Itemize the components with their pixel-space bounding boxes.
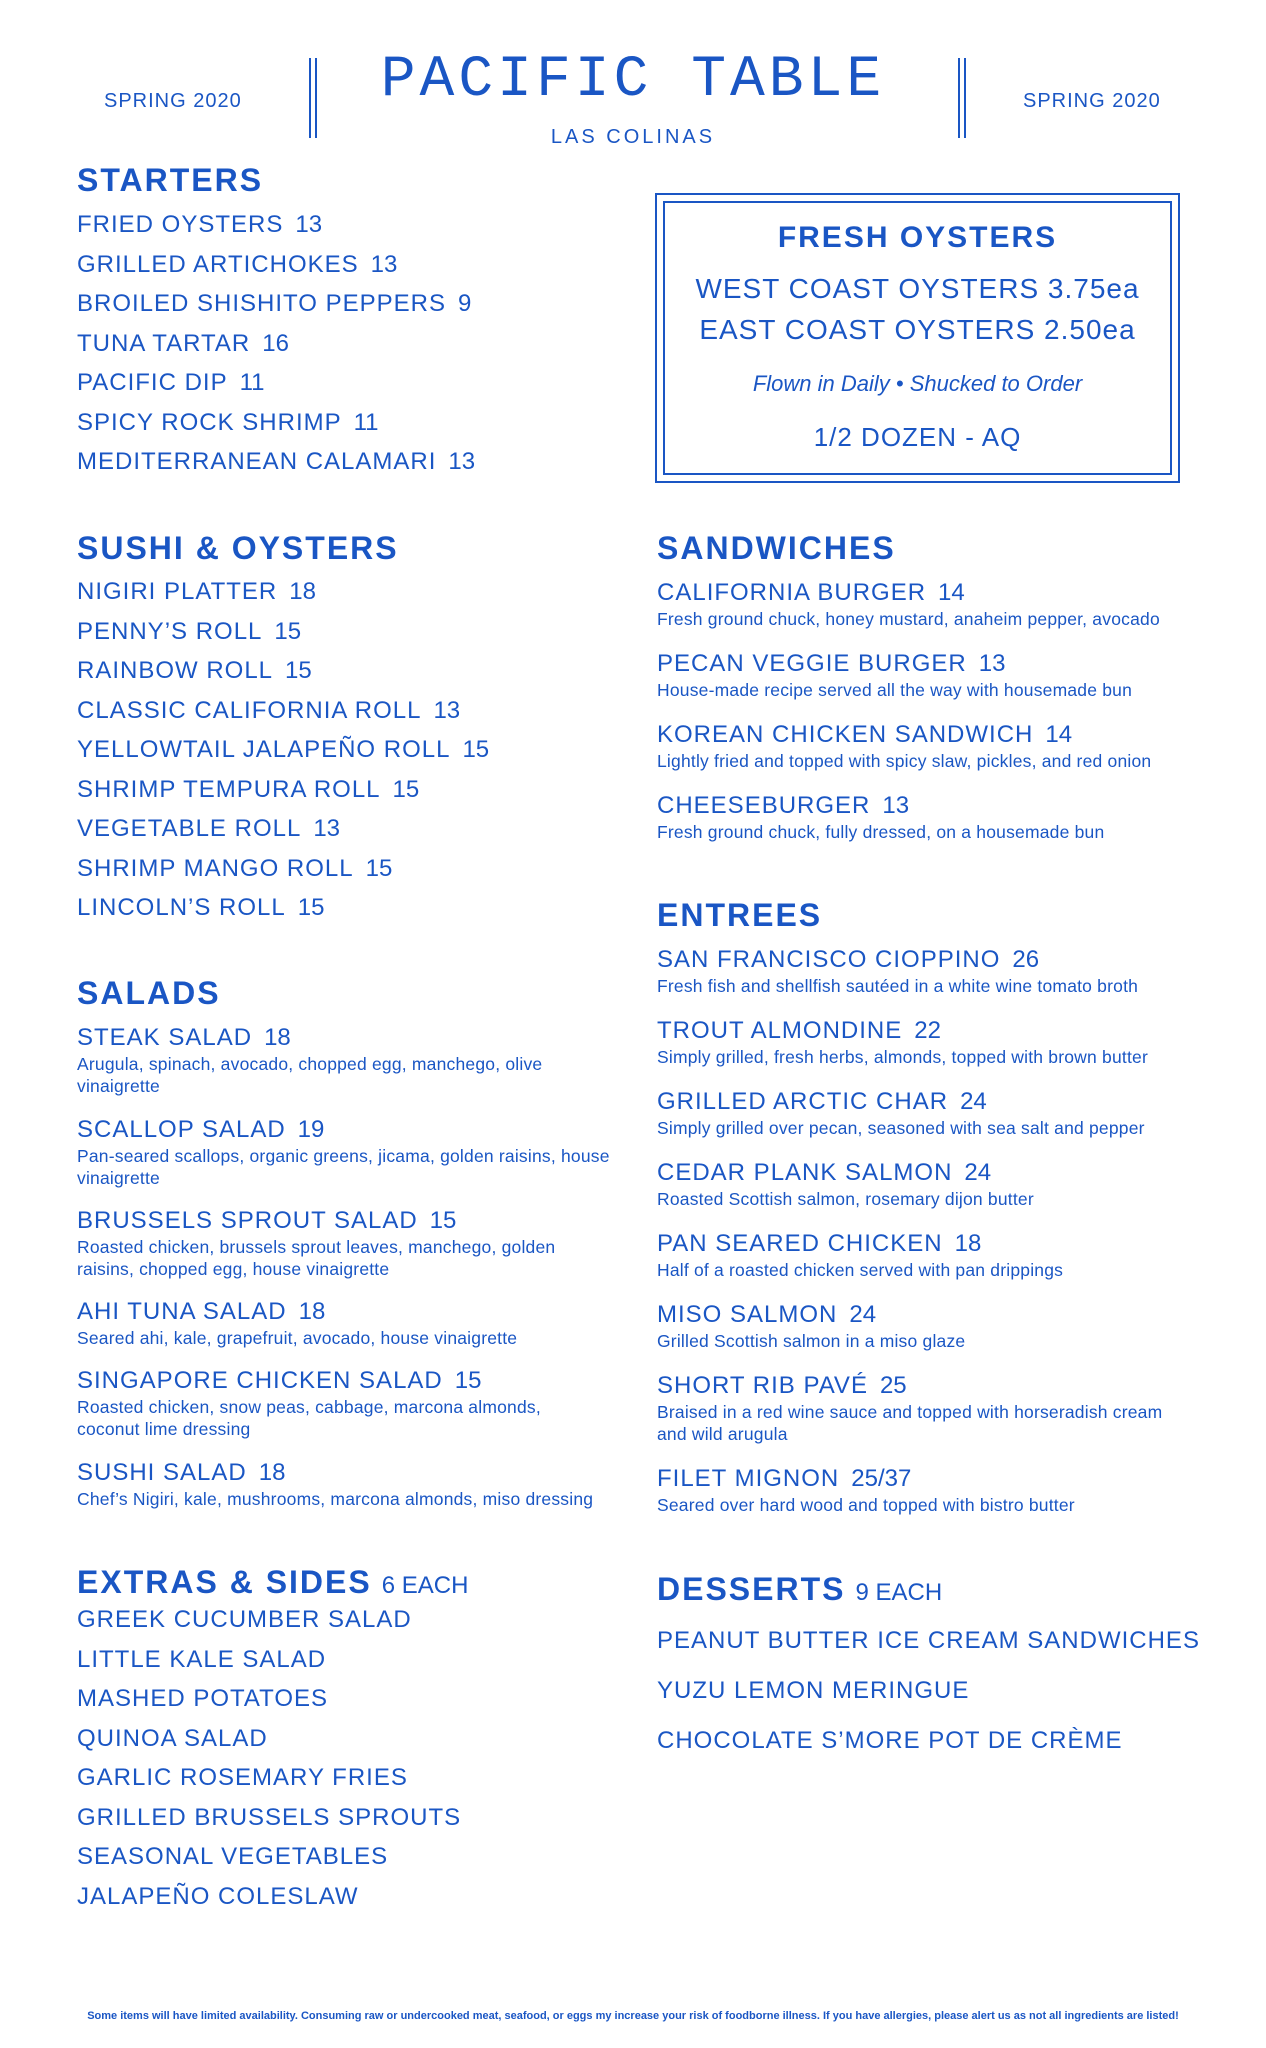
- menu-item: QUINOA SALAD: [77, 1724, 268, 1752]
- west-coast-oysters: WEST COAST OYSTERS 3.75ea: [695, 273, 1140, 304]
- menu-item: SAN FRANCISCO CIOPPINO 26 Fresh fish and shellfish sautéed in a white wine tomato broth: [657, 946, 1139, 996]
- menu-item: PAN SEARED CHICKEN 18 Half of a roasted chicken served with pan drippings: [657, 1230, 1064, 1280]
- menu-item: FILET MIGNON 25/37 Seared over hard wood and topped with bistro butter: [657, 1465, 1075, 1515]
- item-description: Simply grilled over pecan, seasoned with sea salt and pepper: [657, 1118, 1145, 1138]
- menu-item: FRIED OYSTERS 13: [77, 211, 323, 238]
- menu-item: RAINBOW ROLL 15: [77, 657, 312, 684]
- item-description: Seared ahi, kale, grapefruit, avocado, house vinaigrette: [77, 1328, 518, 1348]
- item-description: Roasted chicken, brussels sprout leaves, manchego, golden raisins, chopped egg, house vinaigrette: [77, 1237, 556, 1279]
- menu-item: MEDITERRANEAN CALAMARI 13: [77, 448, 476, 475]
- salads-heading: SALADS: [77, 975, 221, 1011]
- menu-item: SHORT RIB PAVÉ 25 Braised in a red wine sauce and topped with horseradish cream and wild arugula: [657, 1371, 1197, 1445]
- menu-item: STEAK SALAD 18 Arugula, spinach, avocado, chopped egg, manchego, olive vinaigrette: [77, 1023, 637, 1097]
- starters-list: [77, 209, 475, 486]
- menu-item: TROUT ALMONDINE 22 Simply grilled, fresh herbs, almonds, topped with brown butter: [657, 1017, 1148, 1067]
- item-description: Seared over hard wood and topped with bistro butter: [657, 1495, 1075, 1515]
- item-description: Grilled Scottish salmon in a miso glaze: [657, 1331, 966, 1351]
- menu-item: GRILLED BRUSSELS SPROUTS: [77, 1803, 462, 1831]
- menu-item: CLASSIC CALIFORNIA ROLL 13: [77, 696, 461, 724]
- menu-item: SPICY ROCK SHRIMP 11: [77, 408, 379, 436]
- desserts-heading: DESSERTS 9 EACH: [657, 1571, 943, 1607]
- item-description: Fresh ground chuck, fully dressed, on a housemade bun: [657, 822, 1105, 842]
- item-description: Braised in a red wine sauce and topped with horseradish cream and wild arugula: [657, 1402, 1163, 1444]
- season-left: SPRING 2020: [104, 90, 242, 112]
- allergy-disclaimer: Some items will have limited availability. Consuming raw or undercooked meat, seafood, or eggs my increase your risk of foodborne illness. If you have allergies, please alert us as not all ingredients are listed!: [87, 2010, 1179, 2022]
- sushi-list: [77, 576, 489, 932]
- menu-item: YELLOWTAIL JALAPEÑO ROLL 15: [77, 736, 490, 763]
- menu-item: SHRIMP TEMPURA ROLL 15: [77, 775, 420, 803]
- extras-price-note: 6 EACH: [381, 1572, 469, 1599]
- item-description: Chef’s Nigiri, kale, mushrooms, marcona almonds, miso dressing: [77, 1489, 594, 1509]
- menu-item: TUNA TARTAR 16: [77, 329, 289, 357]
- menu-item: BRUSSELS SPROUT SALAD 15 Roasted chicken, brussels sprout leaves, manchego, golden raisins, chopped egg, house vinaigrette: [77, 1206, 637, 1280]
- restaurant-title: PACIFIC TABLE: [380, 48, 886, 113]
- menu-item: CEDAR PLANK SALMON 24 Roasted Scottish salmon, rosemary dijon butter: [657, 1159, 1034, 1209]
- menu-item: GRILLED ARTICHOKES 13: [77, 250, 398, 278]
- menu-item: SINGAPORE CHICKEN SALAD 15 Roasted chicken, snow peas, cabbage, marcona almonds, coconut lime dressing: [77, 1366, 637, 1440]
- oysters-note: Flown in Daily • Shucked to Order: [752, 371, 1083, 396]
- menu-item: CALIFORNIA BURGER 14 Fresh ground chuck, honey mustard, anaheim pepper, avocado: [657, 579, 1160, 629]
- menu-item: KOREAN CHICKEN SANDWICH 14 Lightly fried and topped with spicy slaw, pickles, and red onion: [657, 721, 1152, 771]
- entrees-heading: ENTREES: [657, 897, 823, 933]
- fresh-oysters-heading: FRESH OYSTERS: [777, 221, 1058, 254]
- item-description: Lightly fried and topped with spicy slaw, pickles, and red onion: [657, 751, 1152, 771]
- item-description: Simply grilled, fresh herbs, almonds, topped with brown butter: [657, 1047, 1148, 1067]
- starters-heading: STARTERS: [77, 162, 264, 198]
- menu-item: PENNY’S ROLL 15: [77, 617, 302, 645]
- menu-item: PACIFIC DIP 11: [77, 369, 265, 396]
- sushi-heading: SUSHI & OYSTERS: [77, 530, 399, 566]
- item-description: Roasted chicken, snow peas, cabbage, marcona almonds, coconut lime dressing: [77, 1397, 541, 1439]
- extras-heading: EXTRAS & SIDES 6 EACH: [77, 1564, 469, 1600]
- menu-item: JALAPEÑO COLESLAW: [77, 1882, 359, 1910]
- menu-item: SEASONAL VEGETABLES: [77, 1843, 389, 1870]
- menu-item: GREEK CUCUMBER SALAD: [77, 1606, 412, 1633]
- sandwiches-heading: SANDWICHES: [657, 530, 896, 566]
- menu-item: SUSHI SALAD 18 Chef’s Nigiri, kale, mushrooms, marcona almonds, miso dressing: [77, 1458, 637, 1510]
- menu-item: PEANUT BUTTER ICE CREAM SANDWICHES: [657, 1627, 1200, 1654]
- menu-item: CHEESEBURGER 13 Fresh ground chuck, fully dressed, on a housemade bun: [657, 792, 1105, 842]
- restaurant-location: LAS COLINAS: [550, 126, 716, 148]
- item-description: Pan-seared scallops, organic greens, jicama, golden raisins, house vinaigrette: [77, 1146, 610, 1188]
- menu-item: NIGIRI PLATTER 18: [77, 578, 316, 605]
- menu-item: SHRIMP MANGO ROLL 15: [77, 854, 393, 882]
- menu-item: LITTLE KALE SALAD: [77, 1645, 327, 1673]
- desserts-price-note: 9 EACH: [855, 1579, 943, 1606]
- menu-item: BROILED SHISHITO PEPPERS 9: [77, 290, 472, 317]
- item-description: House-made recipe served all the way with housemade bun: [657, 680, 1133, 700]
- menu-item: VEGETABLE ROLL 13: [77, 815, 341, 842]
- menu-item: LINCOLN’S ROLL 15: [77, 894, 325, 921]
- menu-item: GARLIC ROSEMARY FRIES: [77, 1764, 408, 1791]
- item-description: Arugula, spinach, avocado, chopped egg, manchego, olive vinaigrette: [77, 1054, 543, 1096]
- menu-item: MASHED POTATOES: [77, 1685, 329, 1712]
- menu-item: CHOCOLATE S’MORE POT DE CRÈME: [657, 1727, 1123, 1754]
- season-right: SPRING 2020: [1023, 90, 1161, 112]
- menu-item: PECAN VEGGIE BURGER 13 House-made recipe served all the way with housemade bun: [657, 650, 1133, 700]
- item-description: Roasted Scottish salmon, rosemary dijon butter: [657, 1189, 1034, 1209]
- oysters-dozen: 1/2 DOZEN - AQ: [813, 422, 1022, 452]
- menu-item: AHI TUNA SALAD 18 Seared ahi, kale, grapefruit, avocado, house vinaigrette: [77, 1297, 637, 1349]
- fresh-oysters-box: [655, 193, 1180, 483]
- item-description: Fresh ground chuck, honey mustard, anaheim pepper, avocado: [657, 609, 1160, 629]
- item-description: Half of a roasted chicken served with pan drippings: [657, 1260, 1064, 1280]
- east-coast-oysters: EAST COAST OYSTERS 2.50ea: [699, 314, 1136, 345]
- extras-list: [77, 1604, 461, 1920]
- menu-item: SCALLOP SALAD 19 Pan-seared scallops, organic greens, jicama, golden raisins, house vinaigrette: [77, 1115, 637, 1189]
- header-divider-right: [958, 58, 966, 138]
- item-description: Fresh fish and shellfish sautéed in a white wine tomato broth: [657, 976, 1139, 996]
- menu-item: GRILLED ARCTIC CHAR 24 Simply grilled over pecan, seasoned with sea salt and pepper: [657, 1088, 1145, 1138]
- menu-item: MISO SALMON 24 Grilled Scottish salmon in a miso glaze: [657, 1301, 966, 1351]
- menu-item: YUZU LEMON MERINGUE: [657, 1677, 970, 1704]
